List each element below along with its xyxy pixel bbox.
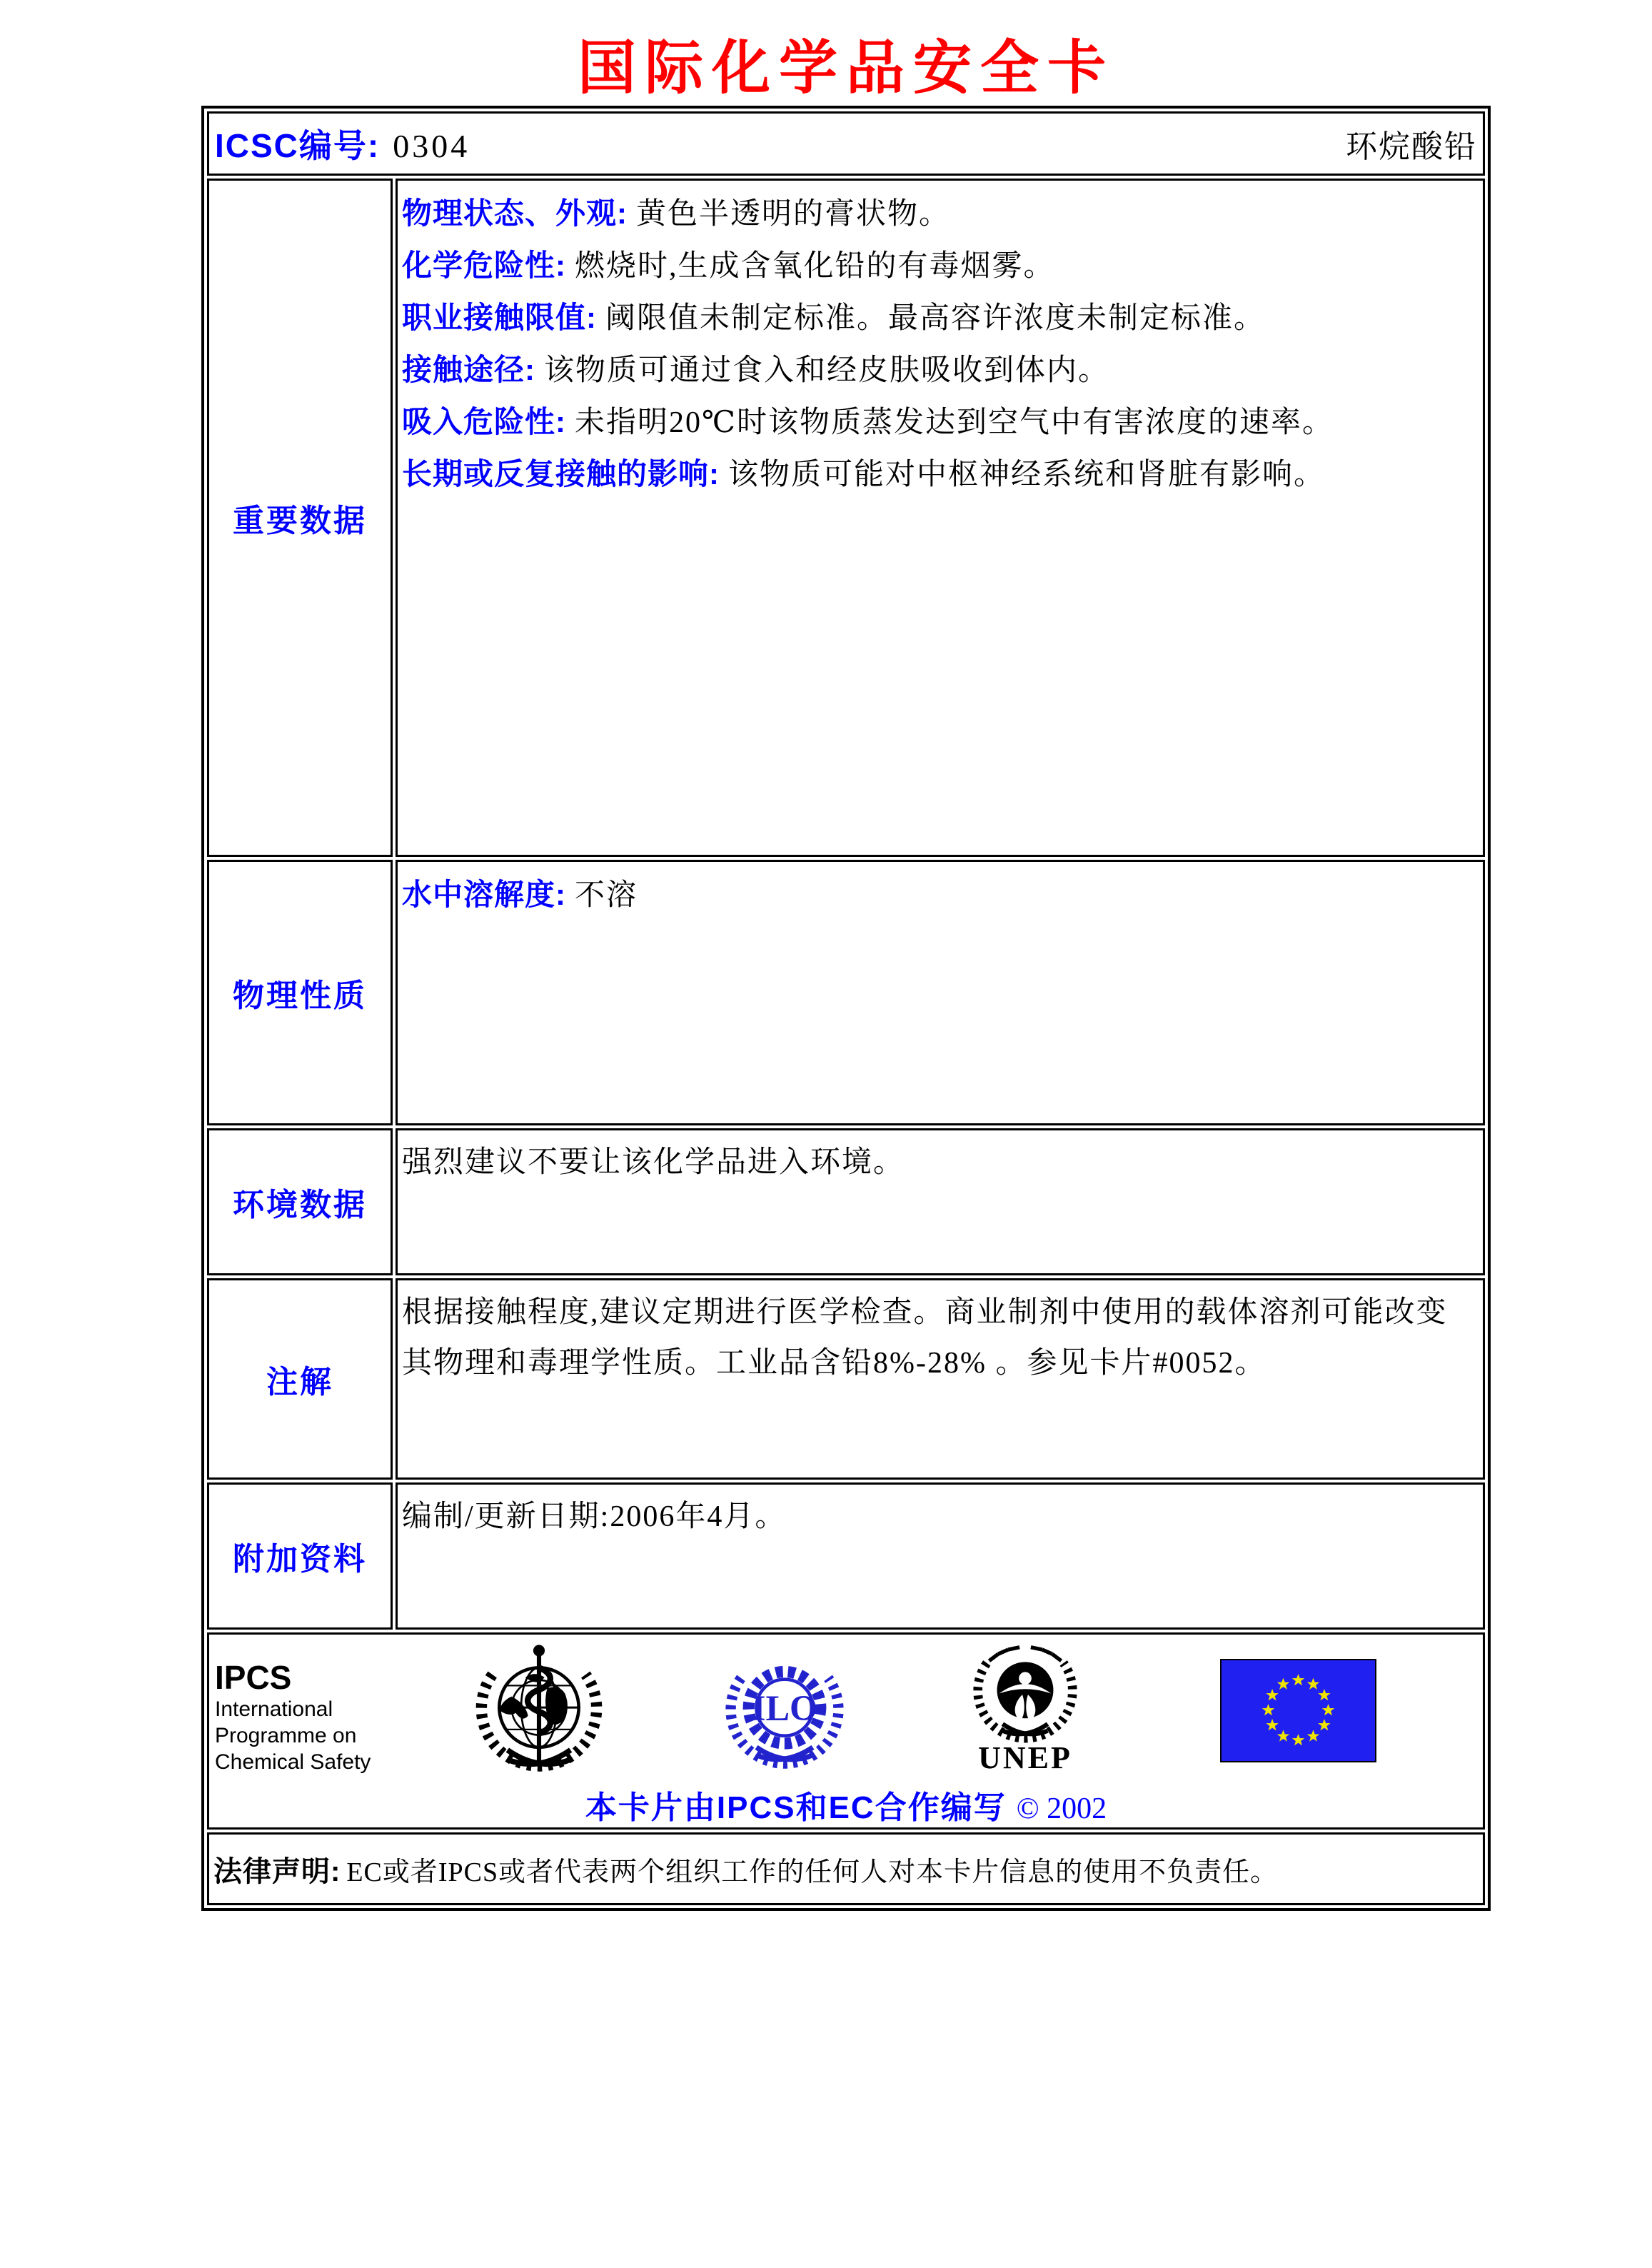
field-value: 黄色半透明的膏状物。 [636,198,951,231]
important-data-row [207,179,1485,857]
field-label: 长期或反复接触的影响: [402,457,720,491]
field-label: 物理状态、外观: [402,196,628,230]
additional-info-content: 编制/更新日期:2006年4月。 [396,1482,1485,1630]
field-label: 吸入危险性: [402,405,566,438]
icsc-card-table [201,106,1491,1911]
header-row [207,111,1485,176]
field-label: 化学危险性: [402,249,566,282]
legal-label: 法律声明: [213,1855,341,1887]
unep-logo-icon [964,1636,1086,1774]
icsc-number-value: 0304 [393,128,470,164]
chemical-name: 环烷酸铅 [1346,129,1477,164]
attribution-line [209,1782,1483,1827]
important-data-line [402,396,1477,448]
notes-row [207,1278,1485,1480]
row-label-important-data: 重要数据 [207,179,393,857]
copyright-text: © 2002 [1016,1792,1107,1825]
legal-row [207,1832,1485,1905]
page-title: 国际化学品安全卡 [577,36,1114,101]
ilo-letters: ILO [751,1688,818,1729]
legal-cell [207,1832,1485,1905]
physical-properties-line [402,869,1477,921]
ipcs-line: Chemical Safety [215,1750,371,1774]
important-data-line [402,448,1477,501]
icsc-number-label: ICSC编号: [215,127,381,164]
important-data-content [396,179,1485,857]
row-label-physical-properties: 物理性质 [207,860,393,1125]
eu-flag-icon [1220,1659,1376,1766]
important-data-line [402,188,1477,240]
notes-content: 根据接触程度,建议定期进行医学检查。商业制剂中使用的载体溶剂可能改变其物理和毒理学性质。工业品含铅8%-28% 。参见卡片#0052。 [396,1278,1485,1480]
icsc-number-group [215,120,470,167]
header-cell [207,111,1485,176]
field-value: 该物质可通过食入和经皮肤吸收到体内。 [544,354,1110,387]
field-value: 燃烧时,生成含氧化铅的有毒烟雾。 [575,250,1055,283]
ipcs-title: IPCS [215,1659,292,1696]
row-label-additional-info: 附加资料 [207,1482,393,1630]
physical-properties-row [207,860,1485,1125]
environmental-data-content: 强烈建议不要让该化学品进入环境。 [396,1128,1485,1275]
field-label: 职业接触限值: [402,301,597,334]
unep-caption: UNEP [978,1740,1072,1775]
important-data-line [402,240,1477,292]
environmental-data-row [207,1128,1485,1275]
field-label: 水中溶解度: [402,878,566,911]
field-value: 阈限值未制定标准。最高容许浓度未制定标准。 [605,302,1266,335]
who-logo-icon [470,1639,608,1784]
additional-info-row [207,1482,1485,1630]
important-data-line [402,292,1477,344]
field-value: 未指明20℃时该物质蒸发达到空气中有害浓度的速率。 [575,406,1334,439]
organizations-row [207,1632,1485,1830]
ilo-logo-icon [720,1646,849,1775]
important-data-line [402,344,1477,396]
ipcs-line: International [215,1697,333,1721]
field-value: 该物质可能对中枢神经系统和肾脏有影响。 [728,458,1326,491]
field-value: 不溶 [575,879,638,912]
organizations-cell [207,1632,1485,1830]
legal-text: EC或者IPCS或者代表两个组织工作的任何人对本卡片信息的使用不负责任。 [346,1857,1279,1887]
row-label-notes: 注解 [207,1278,393,1480]
physical-properties-content [396,860,1485,1125]
row-label-environmental-data: 环境数据 [207,1128,393,1275]
ipcs-line: Programme on [215,1724,357,1747]
field-label: 接触途径: [402,353,535,386]
ipcs-text-block [215,1659,371,1775]
attribution-text: 本卡片由IPCS和EC合作编写 [585,1790,1007,1825]
